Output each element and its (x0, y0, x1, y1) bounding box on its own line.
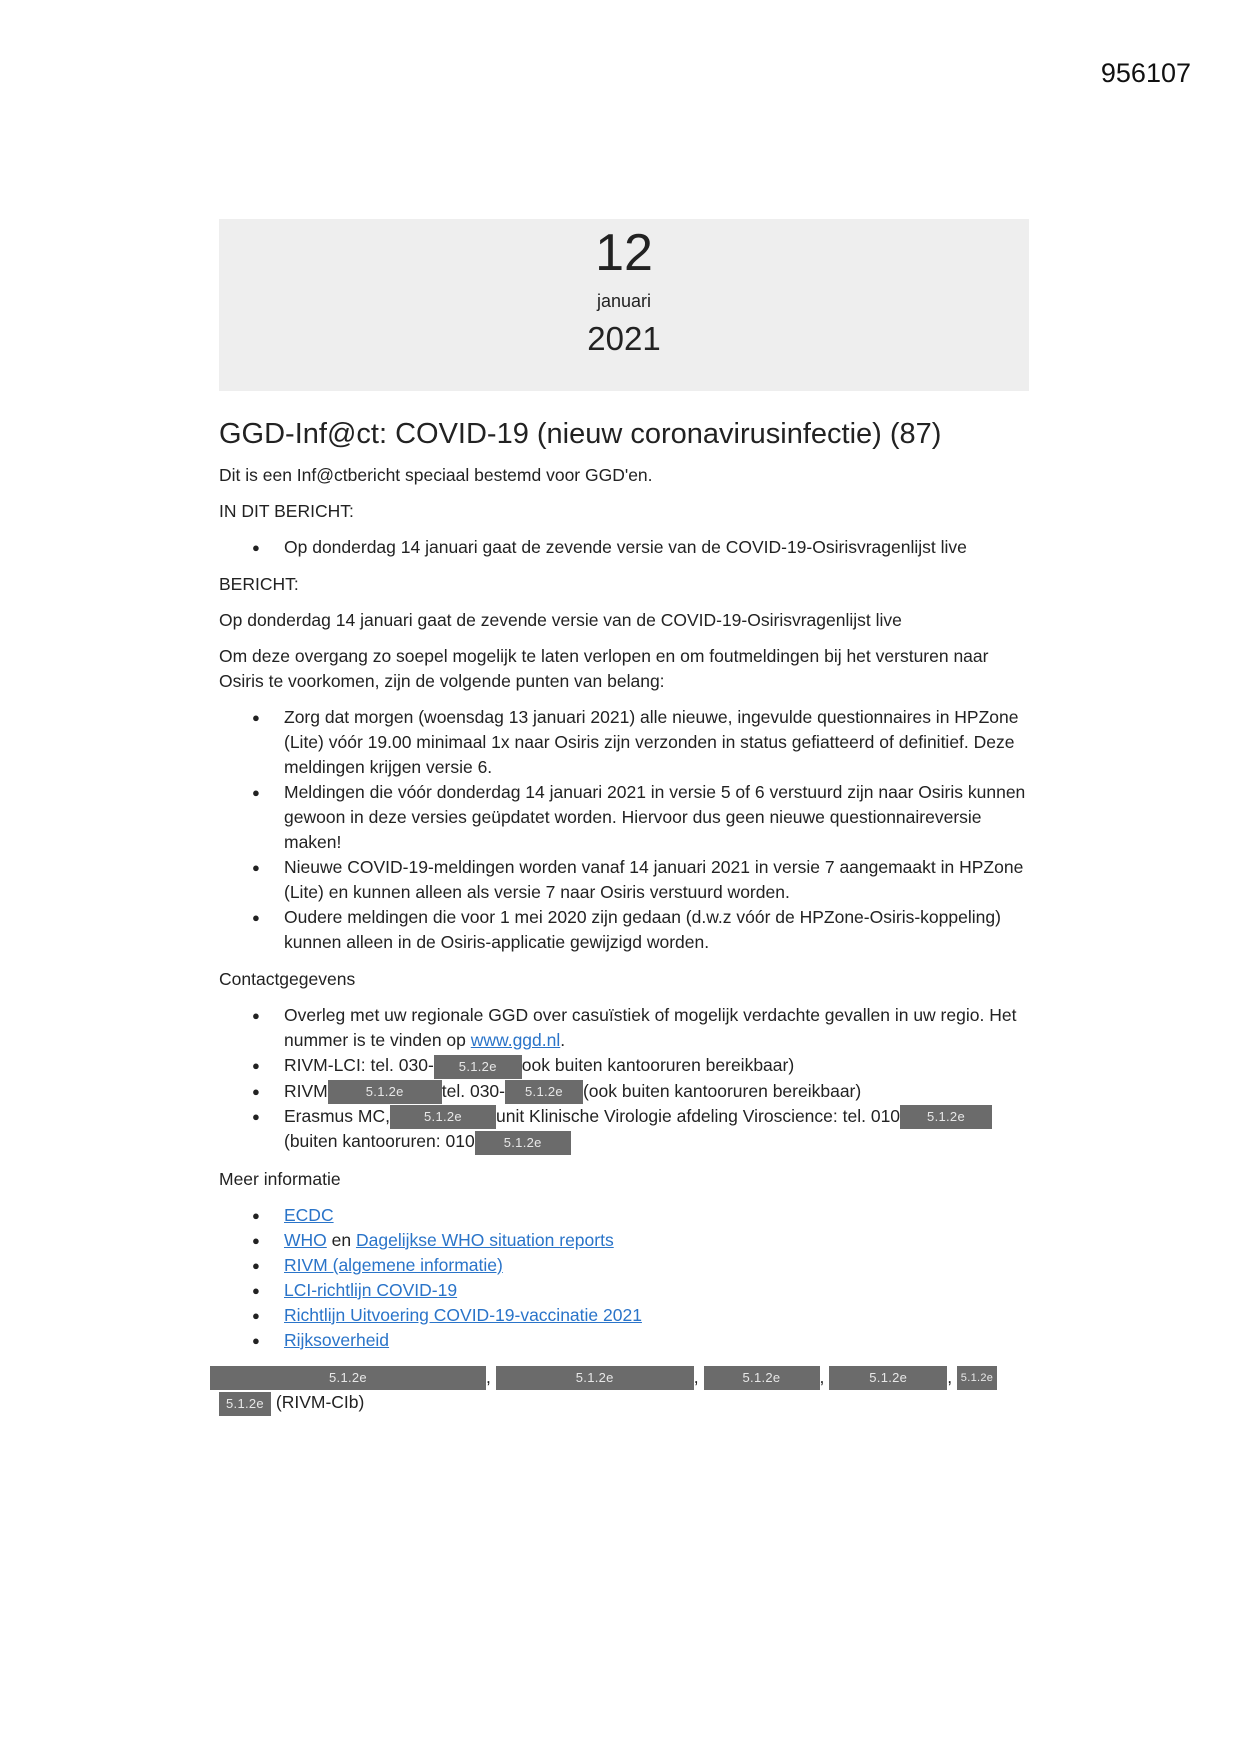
meer-info-heading: Meer informatie (219, 1168, 341, 1189)
contact-ggd-text: Overleg met uw regionale GGD over casuïstiek of mogelijk verdachte gevallen in uw regio. Het nummer is te vinden op (284, 1005, 1017, 1051)
list-item (284, 1278, 1029, 1303)
list-item (284, 1053, 1029, 1078)
rijksoverheid-link[interactable]: Rijksoverheid (284, 1329, 390, 1350)
redaction-block: 5.1.2e (390, 1105, 496, 1129)
separator: , (486, 1366, 491, 1387)
contact-ggd-end: . (560, 1030, 566, 1051)
redaction-block: 5.1.2e (219, 1392, 271, 1416)
list-item (284, 1328, 1029, 1353)
list-item: ● Op donderdag 14 januari gaat de zevende versie van de COVID-19-Osirisvragenlijst live (284, 535, 1029, 560)
lci-richtlijn-link[interactable]: LCI-richtlijn COVID-19 (284, 1279, 458, 1300)
contact-lci-hours: ook buiten kantooruren bereikbaar) (521, 1055, 795, 1076)
redaction-block: 5.1.2e (434, 1055, 522, 1079)
list-item (284, 1079, 1029, 1104)
in-dit-bericht-heading: IN DIT BERICHT: (219, 501, 354, 522)
list-item: ● Oudere meldingen die voor 1 mei 2020 zijn gedaan (d.w.z vóór de HPZone-Osiris-koppeling) kunnen alleen in de Osiris-applicatie gewijzigd worden. (284, 905, 1029, 955)
contact-heading: Contactgegevens (219, 969, 356, 990)
contact-rivm-label: RIVM (284, 1080, 328, 1101)
who-reports-link[interactable]: Dagelijkse WHO situation reports (355, 1229, 614, 1250)
date-year: 2021 (587, 319, 661, 357)
date-month: januari (596, 291, 652, 312)
separator: , (819, 1366, 825, 1387)
contact-rivm-hours: (ook buiten kantooruren bereikbaar) (582, 1080, 862, 1101)
in-dit-bericht-list (219, 535, 1029, 560)
bericht-heading: BERICHT: (219, 574, 299, 595)
list-item (284, 1253, 1029, 1278)
list-item (284, 1303, 1029, 1328)
separator: , (947, 1366, 953, 1387)
redaction-block: 5.1.2e (210, 1366, 486, 1390)
contact-rivm-tel: tel. 030- (441, 1080, 505, 1101)
list-item: ● Zorg dat morgen (woensdag 13 januari 2021) alle nieuwe, ingevulde questionnaires in HPZone (Lite) vóór 19.00 minimaal 1x naar Osiris zijn verzonden in status gefiatteerd of definitief. Deze meldingen krijgen versie 6. (284, 705, 1029, 780)
redaction-block: 5.1.2e (829, 1366, 947, 1390)
list-item: ● Meldingen die vóór donderdag 14 januari 2021 in versie 5 of 6 verstuurd zijn naar Osiris kunnen gewoon in deze versies geüpdatet worden. Hiervoor dus geen nieuwe questionnaireversie maken! (284, 780, 1029, 855)
list-item (284, 1203, 1029, 1228)
date-box (219, 219, 1029, 391)
separator: , (693, 1366, 699, 1387)
redaction-block: 5.1.2e (496, 1366, 694, 1390)
document-number: 956107 (1100, 58, 1191, 88)
meer-info-list (219, 1203, 1029, 1353)
redaction-block: 5.1.2e (957, 1366, 997, 1390)
redaction-block: 5.1.2e (328, 1080, 442, 1104)
ecdc-link[interactable]: ECDC (284, 1204, 334, 1225)
vaccinatie-richtlijn-link[interactable]: Richtlijn Uitvoering COVID-19-vaccinatie 2021 (284, 1304, 642, 1325)
list-item (284, 1104, 1029, 1155)
date-day: 12 (595, 224, 653, 282)
list-item: ● Nieuwe COVID-19-meldingen worden vanaf 14 januari 2021 in versie 7 aangemaakt in HPZone (Lite) en kunnen alleen als versie 7 naar Osiris verstuurd worden. (284, 855, 1029, 905)
contact-erasmus-tel: unit Klinische Virologie afdeling Viroscience: tel. 010 (495, 1106, 901, 1127)
author-line (210, 1365, 1020, 1416)
rivm-link[interactable]: RIVM (algemene informatie) (284, 1254, 503, 1275)
conjunction-text: en (326, 1229, 356, 1250)
page-title: GGD-Inf@ct: COVID-19 (nieuw coronavirusinfectie) (87) (219, 418, 942, 450)
redaction-block: 5.1.2e (900, 1105, 992, 1129)
ggd-link[interactable]: www.ggd.nl (470, 1030, 561, 1051)
contact-lci-label: RIVM-LCI: tel. 030- (284, 1055, 434, 1076)
bericht-subheading: Op donderdag 14 januari gaat de zevende versie van de COVID-19-Osirisvragenlijst live (219, 610, 902, 631)
message-content (219, 219, 1029, 1416)
contact-erasmus-label: Erasmus MC, (284, 1106, 390, 1127)
who-link[interactable]: WHO (284, 1229, 327, 1250)
redaction-block: 5.1.2e (475, 1131, 571, 1155)
list-item (284, 1228, 1029, 1253)
contact-list (219, 1003, 1029, 1155)
bericht-list (219, 705, 1029, 955)
redaction-block: 5.1.2e (505, 1080, 583, 1104)
list-item (284, 1003, 1029, 1053)
redaction-block: 5.1.2e (704, 1366, 820, 1390)
contact-erasmus-after-hours: (buiten kantooruren: 010 (284, 1131, 475, 1152)
intro-text: Dit is een Inf@ctbericht speciaal bestemd voor GGD'en. (219, 465, 653, 486)
bericht-paragraph: Om deze overgang zo soepel mogelijk te laten verlopen en om foutmeldingen bij het versturen naar Osiris te voorkomen, zijn de volgende punten van belang: (219, 646, 989, 692)
author-suffix: (RIVM-CIb) (271, 1392, 365, 1413)
